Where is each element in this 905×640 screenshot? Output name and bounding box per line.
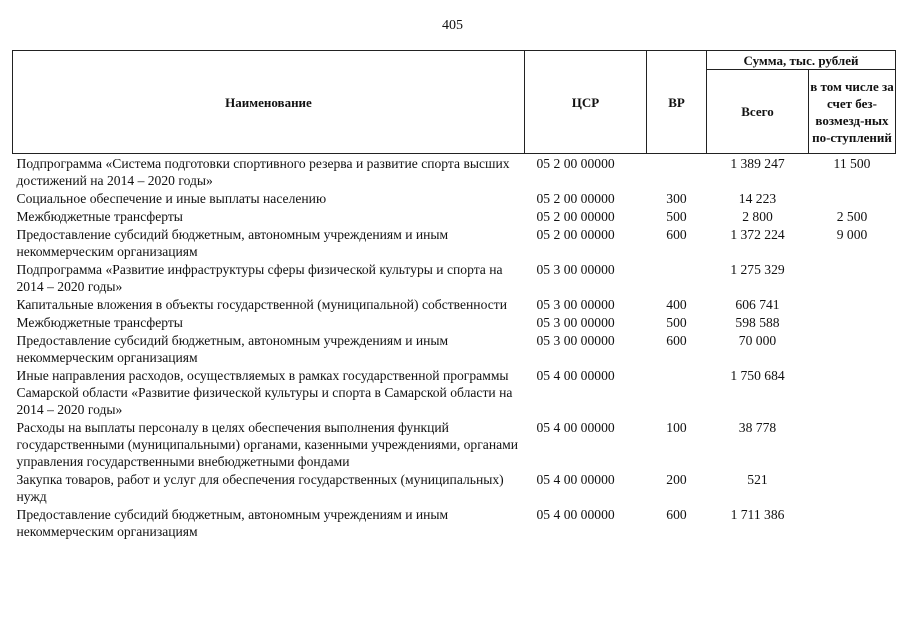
row-total: 2 800 (742, 209, 773, 224)
budget-table-container (12, 50, 895, 540)
row-csr: 05 3 00 00000 (536, 315, 615, 330)
row-vr: 600 (666, 227, 687, 242)
row-free (809, 366, 896, 418)
row-free (809, 260, 896, 295)
row-csr: 05 3 00 00000 (536, 262, 615, 277)
row-vr: 500 (666, 315, 687, 330)
row-name: Закупка товаров, работ и услуг для обеспечения государственных (муниципальных) нужд (16, 472, 504, 504)
table-row (13, 313, 896, 331)
table-row (13, 207, 896, 225)
row-free (809, 470, 896, 505)
row-free: 2 500 (836, 209, 868, 224)
row-name: Социальное обеспечение и иные выплаты населению (16, 191, 327, 206)
row-vr (647, 154, 707, 190)
table-row (13, 189, 896, 207)
table-body (13, 154, 896, 541)
header-csr: ЦСР (525, 51, 647, 154)
table-row (13, 418, 896, 470)
row-vr: 400 (666, 297, 687, 312)
row-total: 38 778 (738, 420, 777, 435)
row-name: Межбюджетные трансферты (16, 209, 183, 224)
row-name: Капитальные вложения в объекты государственной (муниципальной) собственности (16, 297, 507, 312)
table-row (13, 366, 896, 418)
page-number: 405 (442, 18, 463, 33)
row-total: 70 000 (738, 333, 777, 348)
row-free (809, 295, 896, 313)
row-csr: 05 3 00 00000 (536, 333, 615, 348)
row-csr: 05 4 00 00000 (536, 420, 615, 435)
header-name: Наименование (13, 51, 525, 154)
header-vr: ВР (647, 51, 707, 154)
row-total: 1 711 386 (730, 507, 785, 522)
row-total: 521 (747, 472, 768, 487)
row-name: Расходы на выплаты персоналу в целях обеспечения выполнения функций государственными (муниципальными) органами, казенными учреждениями, органами управления государственными внебюджетными фондами (16, 420, 519, 469)
row-csr: 05 3 00 00000 (536, 297, 615, 312)
row-vr: 300 (666, 191, 687, 206)
table-row (13, 470, 896, 505)
row-csr: 05 2 00 00000 (536, 209, 615, 224)
row-free: 11 500 (833, 156, 871, 171)
row-csr: 05 2 00 00000 (536, 227, 615, 242)
row-vr: 100 (666, 420, 687, 435)
row-csr: 05 4 00 00000 (536, 507, 615, 522)
row-csr: 05 2 00 00000 (536, 156, 615, 171)
table-row (13, 154, 896, 190)
row-name: Межбюджетные трансферты (16, 315, 183, 330)
row-csr: 05 2 00 00000 (536, 191, 615, 206)
row-vr (647, 366, 707, 418)
row-name: Предоставление субсидий бюджетным, автономным учреждениям и иным некоммерческим организациям (16, 333, 449, 365)
row-total: 1 750 684 (730, 368, 785, 383)
row-name: Предоставление субсидий бюджетным, автономным учреждениям и иным некоммерческим организациям (16, 507, 449, 539)
row-total: 14 223 (738, 191, 777, 206)
row-vr (647, 260, 707, 295)
table-row (13, 295, 896, 313)
row-vr: 200 (666, 472, 687, 487)
row-name: Иные направления расходов, осуществляемых в рамках государственной программы Самарской области «Развитие физической культуры и спорта в Самарской области на 2014 – 2020 годы» (16, 368, 513, 417)
row-vr: 600 (666, 507, 687, 522)
row-csr: 05 4 00 00000 (536, 472, 615, 487)
table-row (13, 505, 896, 540)
budget-table (12, 50, 896, 540)
header-free: в том числе за счет без-возмезд-ных по-ступлений (809, 70, 896, 154)
row-total: 1 389 247 (730, 156, 785, 171)
row-name: Предоставление субсидий бюджетным, автономным учреждениям и иным некоммерческим организациям (16, 227, 449, 259)
row-free (809, 331, 896, 366)
row-vr: 500 (666, 209, 687, 224)
table-header (13, 51, 896, 154)
row-total: 1 372 224 (730, 227, 785, 242)
row-csr: 05 4 00 00000 (536, 368, 615, 383)
header-sum: Сумма, тыс. рублей (707, 51, 896, 70)
row-total: 1 275 329 (730, 262, 785, 277)
row-vr: 600 (666, 333, 687, 348)
row-name: Подпрограмма «Развитие инфраструктуры сферы физической культуры и спорта на 2014 – 2020 годы» (16, 262, 503, 294)
row-free (809, 189, 896, 207)
header-total: Всего (707, 70, 809, 154)
row-free (809, 418, 896, 470)
row-name: Подпрограмма «Система подготовки спортивного резерва и развитие спорта высших достижений на 2014 – 2020 годы» (16, 156, 510, 188)
row-total: 606 741 (735, 297, 780, 312)
row-free (809, 313, 896, 331)
row-free: 9 000 (836, 227, 868, 242)
table-row (13, 260, 896, 295)
row-free (809, 505, 896, 540)
table-row (13, 331, 896, 366)
row-total: 598 588 (735, 315, 780, 330)
table-row (13, 225, 896, 260)
